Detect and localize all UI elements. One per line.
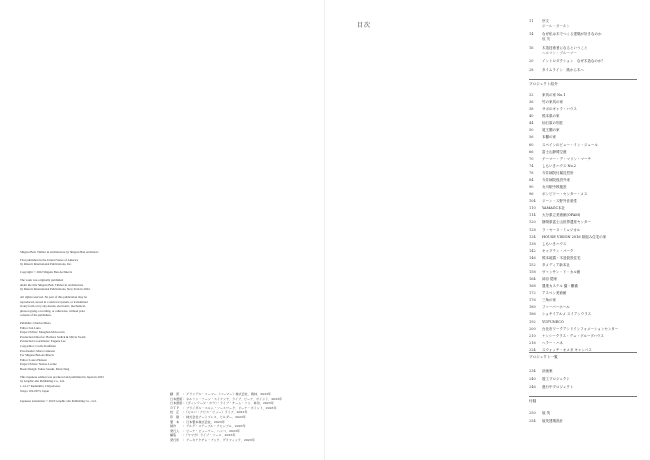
toc-page-number: 114: [529, 213, 536, 218]
toc-page-number: 78: [529, 170, 534, 175]
toc-entry[interactable]: [529, 369, 553, 374]
projects-heading: プロジェクト紹介: [529, 82, 558, 86]
toc-page-number: 16: [529, 46, 534, 50]
copyright-paragraph: [20, 250, 170, 255]
credit-value: ：（ヴィンテージ・ボウ）・ライブ・チーム・ソリ、林田、2023年: [183, 401, 274, 406]
toc-entry[interactable]: [529, 114, 560, 119]
toc-title: 目次: [357, 22, 372, 29]
toc-entry-text: [542, 128, 560, 133]
copyright-line: Book Design: Takao Sasaki, Maru Tang: [20, 367, 70, 371]
toc-entry-title: ゲーマー・デ・マリン・マーチ: [542, 156, 591, 161]
copyright-line: Tokyo 102-0073, Japan: [20, 388, 50, 393]
toc-entry[interactable]: [529, 68, 584, 73]
toc-entry-text: [542, 220, 591, 225]
toc-entry-title: 竣工プロジェクト: [542, 377, 570, 381]
toc-entry-text: [542, 192, 587, 197]
toc-entry[interactable]: [529, 121, 563, 126]
toc-entry[interactable]: [529, 93, 566, 98]
toc-entry-text: [542, 369, 553, 374]
toc-entry-text: [542, 312, 591, 317]
toc-page-number: 250: [529, 411, 536, 415]
toc-entry-title: YUFUNECO: [542, 319, 564, 324]
toc-entry[interactable]: [529, 32, 602, 42]
toc-page-number: 11: [529, 19, 534, 23]
toc-entry[interactable]: [529, 128, 560, 133]
toc-entry[interactable]: [529, 377, 570, 382]
toc-entry-text: [542, 228, 580, 233]
copyright-line: Publisher: Charles Miers: [20, 321, 51, 326]
toc-entry-title: スペインのビュー・イン・ジュール: [542, 142, 598, 147]
toc-entry-text: [542, 385, 573, 390]
toc-entry-text: [542, 19, 570, 29]
toc-page-number: 56: [529, 135, 534, 140]
toc-page-number: 66: [529, 149, 534, 154]
credit-value: ：株式会社アートプレス、ビルダー、2023年: [183, 414, 247, 419]
toc-entry[interactable]: [529, 305, 570, 310]
toc-entry[interactable]: [529, 185, 567, 190]
copyright-paragraph: [20, 258, 170, 267]
toc-entry-title: 女川駅中核施設: [542, 185, 567, 190]
toc-entry-text: [542, 249, 573, 254]
toc-entry[interactable]: [529, 19, 570, 29]
credit-role: 日本語版: [170, 396, 183, 401]
toc-entry-text: [542, 206, 565, 211]
toc-entry[interactable]: [529, 411, 550, 416]
toc-entry-title: 台北市ワークアンドインフォメーションセンター: [542, 326, 619, 331]
toc-entry-text: [542, 284, 578, 289]
copyright-line: by Graphic-sha Publishing Co., Ltd.: [20, 379, 65, 384]
toc-entry[interactable]: [529, 419, 563, 424]
toc-entry-text: [542, 100, 563, 105]
credit-role: 日本語版: [170, 401, 183, 406]
toc-entry[interactable]: [529, 171, 574, 176]
toc-entry[interactable]: [529, 235, 606, 240]
toc-entry[interactable]: [529, 100, 563, 105]
toc-page-number: 172: [529, 291, 536, 296]
credit-role: 発行所: [170, 437, 180, 442]
toc-entry-title: ジーン・ス野外音楽堂: [542, 199, 577, 204]
toc-page-number: 224: [529, 347, 536, 352]
toc-entry-title: イントロダクション なぜ木造なのか？: [542, 59, 605, 63]
toc-entry-title: ポンピドー・センター・メス: [542, 192, 588, 197]
toc-entry-title: ナンシークラス・デュ・グループハウス: [542, 333, 604, 338]
copyright-line: Shigeru Ban: Timber in Architecture by Shigeru Ban Architects: [20, 250, 99, 254]
toc-entry-title: 三角の家: [542, 298, 556, 303]
copyright-line: photocopying, recording, or otherwise, without prior: [20, 308, 86, 313]
toc-entry[interactable]: [529, 59, 605, 64]
toc-entry-text: [542, 59, 605, 64]
toc-page-number: 32: [529, 93, 534, 97]
toc-page-number: 96: [529, 192, 534, 197]
toc-entry-text: [542, 277, 557, 282]
credit-role: 翻 訳: [170, 392, 180, 396]
credit-value: ：（セルパ・アビス・ビュー）ライブ、2023年: [183, 410, 248, 415]
credit-role: 製 本: [170, 419, 180, 424]
credit-role: ＤＴＰ: [170, 405, 180, 410]
toc-entry-title: 神谷 隠家: [542, 277, 558, 282]
appendix-heading: 付録: [529, 399, 537, 403]
toc-entry[interactable]: [529, 385, 573, 390]
credit-value: ：アーキテクチャ・ブック、グラフィック、2023年: [183, 437, 255, 442]
toc-entry-title: 覚王閣の家: [542, 128, 560, 133]
toc-page-number: 192: [529, 319, 536, 324]
japanese-credits: [170, 392, 320, 443]
toc-entry-title: 本棚の家: [542, 135, 556, 140]
spread-gutter: [324, 0, 325, 460]
toc-entry-title: 坂茂建築設計: [542, 419, 563, 423]
toc-entry-text: [542, 341, 563, 346]
toc-entry-text: [542, 298, 556, 303]
toc-entry-text: [542, 150, 567, 155]
toc-entry-title: ショヤイアルメ スイアンウラス: [542, 312, 592, 317]
toc-entry-text: [542, 121, 563, 126]
copyright-paragraph: [20, 270, 170, 275]
copyright-line: in any form or by any means, electronic, mechanical,: [20, 304, 86, 309]
credit-value: ：デルグ・ステーブル・アセンブル、2023年: [183, 424, 246, 429]
toc-entry-title: 仙石原の別荘: [542, 121, 563, 126]
toc-entry-text: [542, 320, 564, 324]
toc-entry[interactable]: [529, 334, 604, 339]
toc-entry[interactable]: [529, 143, 598, 148]
toc-page-number: 70: [529, 156, 534, 161]
toc-entry-title: 家具の家 No.1: [542, 93, 566, 97]
toc-entry[interactable]: [529, 135, 556, 140]
toc-entry-text: [542, 171, 574, 176]
toc-entry[interactable]: [529, 178, 570, 183]
toc-entry[interactable]: [529, 220, 591, 225]
toc-page-number: 134: [529, 234, 536, 239]
copyright-line: Project Editor: Meaghan McGovern: [20, 330, 65, 335]
toc-entry-title: キャプテン・パーク: [542, 248, 574, 253]
toc-entry[interactable]: [529, 320, 564, 324]
credit-value: ：アランデル・コーマー（コーマー）株式会社、樹林、2023年: [183, 392, 272, 396]
toc-entry[interactable]: [529, 242, 566, 247]
toc-entry[interactable]: [529, 228, 580, 233]
toc-entry-text: [542, 263, 570, 268]
toc-entry[interactable]: [529, 150, 567, 155]
toc-page-number: 36: [529, 100, 534, 105]
copyright-line: by Rizzoli International Publications, New York in 2022.: [20, 287, 91, 292]
toc-entry-title: サボのギャラ・ハウス: [542, 107, 577, 112]
toc-entry-author: ヘルマン・ブルーマー: [542, 51, 577, 55]
toc-entry[interactable]: [529, 249, 573, 254]
credit-value: ：ブライダル・エルム・ソースワーク、ビーナ・ポイント、2023年: [183, 405, 277, 410]
toc-entry-title: なぜ私は木でつくる建築が好きなのか: [542, 32, 602, 36]
toc-page-number: 152: [529, 262, 536, 267]
copyright-line: Japanese translation © 2023 Graphic-sha Publishing Co., Ltd.: [20, 399, 97, 404]
copyright-line: under the title Shigeru Ban: Timber in Architecture: [20, 282, 84, 287]
toc-entry-author: 坂 茂: [542, 37, 551, 41]
copyright-line: For Shigeru Ban Architects: [20, 353, 54, 358]
toc-entry-title: 農業カステル 園・難備: [542, 284, 578, 289]
toc-entry-text: [542, 327, 618, 332]
toc-page-number: 158: [529, 270, 536, 274]
toc-entry[interactable]: [529, 157, 591, 162]
toc-entry-title: ヘラー・ハネ: [542, 340, 563, 345]
toc-entry-title: 木造技術者になるということ: [542, 46, 588, 50]
project-list-heading: プロジェクト一覧: [529, 355, 558, 359]
copyright-line: Project Editor: Nobuo Levine: [20, 362, 57, 367]
copyright-line: Production Coordinator: Eugene Lee: [20, 339, 66, 344]
toc-entry-title: しもいきハウス: [542, 241, 567, 246]
toc-entry[interactable]: [529, 206, 565, 211]
toc-page-number: 216: [529, 340, 536, 345]
toc-entry[interactable]: [529, 213, 580, 218]
toc-page-number: 240: [529, 377, 536, 381]
toc-entry-text: [542, 114, 560, 119]
copyright-paragraph: [20, 321, 170, 372]
toc-page-number: 146: [529, 255, 536, 260]
toc-page-number: 246: [529, 385, 536, 389]
toc-page-number: 164: [529, 277, 536, 282]
toc-entry-text: [542, 46, 588, 56]
toc-entry-title: 熊本県の家: [542, 114, 560, 119]
toc-entry-title: YAMAGC本社: [542, 206, 566, 211]
credit-role: 校 正: [170, 410, 180, 415]
toc-entry[interactable]: [529, 341, 563, 346]
toc-entry[interactable]: [529, 298, 556, 303]
copyright-line: Copyright © 2022 Shigeru Ban Architects: [20, 270, 73, 275]
toc-entry[interactable]: [529, 327, 618, 332]
toc-entry-title: 計画案: [542, 369, 553, 373]
toc-entry-text: [542, 419, 563, 424]
copyright-line: The work was originally published: [20, 277, 64, 282]
copyright-line: This Japanese edition was produced and published in Japan in 2023: [20, 374, 104, 379]
credit-role: 制作: [170, 424, 177, 429]
copyright-paragraph: [20, 399, 170, 404]
toc-entry-text: [542, 185, 567, 190]
toc-entry[interactable]: [529, 312, 591, 317]
toc-entry[interactable]: [529, 263, 570, 268]
toc-entry-title: タイムライン 紙から木へ: [542, 68, 584, 72]
copyright-line: Production Director: Barbara Sadick & Olivia Swain: [20, 334, 86, 339]
toc-entry[interactable]: [529, 164, 576, 169]
copyright-block: [20, 250, 170, 407]
toc-page-number: 168: [529, 284, 536, 289]
toc-page-number: 176: [529, 298, 536, 303]
toc-entry-text: [542, 377, 570, 382]
copyright-line: Proofreader: Mara Cameron: [20, 348, 55, 353]
toc-entry-title: HOUSE VISION 2016 紙組み住宅の家: [542, 234, 607, 239]
toc-entry-author: ボール・ガーネン: [542, 24, 570, 28]
project-list-heading-rule: [529, 352, 637, 353]
toc-page-number: 50: [529, 128, 534, 133]
toc-entry-title: しもいきハウス No.2: [542, 163, 576, 168]
credit-role: 発行人: [170, 428, 180, 433]
toc-entry-title: 静岡県富士山世界遺産センター: [542, 220, 591, 225]
toc-entry-text: [542, 107, 577, 112]
toc-entry[interactable]: [529, 284, 578, 289]
toc-entry-text: [542, 242, 566, 247]
credit-row: [170, 438, 320, 443]
toc-page-number: 28: [529, 68, 534, 72]
toc-entry-title: ラ・セーヌ・ミュジカル: [542, 227, 581, 232]
copyright-line: reproduced, stored in a retrieval system, or transmitted: [20, 299, 88, 304]
credit-role: 編集: [170, 433, 177, 438]
credit-value: ：ビーナ・ビューワー、ハンコ、2023年: [183, 428, 241, 433]
toc-page-number: 142: [529, 248, 536, 253]
toc-page-number: 90: [529, 185, 534, 190]
copyright-paragraph: [20, 375, 170, 393]
credit-value: ：（ヤマガ）ライブ・ソース、2023年: [183, 433, 236, 438]
toc-page-number: 128: [529, 227, 536, 232]
toc-page-number: 180: [529, 305, 536, 310]
toc-entry-text: [542, 291, 566, 296]
appendix-heading-rule: [529, 396, 637, 397]
toc-entry-text: [542, 334, 604, 339]
toc-entry-text: [542, 305, 570, 310]
toc-entry[interactable]: [529, 256, 581, 261]
toc-page-number: 44: [529, 121, 534, 126]
copyright-paragraph: [20, 278, 170, 292]
toc-entry[interactable]: [529, 46, 588, 56]
toc-page-number: 38: [529, 107, 534, 112]
toc-entry[interactable]: [529, 270, 580, 275]
toc-page-number: 110: [529, 206, 536, 211]
copyright-line: Copyeditor: Cecile Kaufman: [20, 344, 56, 349]
toc-entry-text: [542, 199, 577, 204]
credit-role: 印 刷: [170, 414, 180, 419]
toc-entry-text: [542, 178, 570, 183]
credit-value: ：ネルソン・ソーン・スイケンヤ、ライブ、ビーナ、ポイント、2023年: [183, 396, 283, 401]
toc-entry-text: [542, 143, 598, 148]
credit-value: ：日本製本株式会社、2023年: [183, 419, 225, 424]
toc-entry-title: ファーバーホール: [542, 305, 570, 310]
toc-entry[interactable]: [529, 107, 577, 112]
toc-entry-title: 富士山静岡空港: [542, 149, 567, 154]
toc-entry-title: ヴァンサン・ド・カル館: [542, 270, 581, 274]
toc-entry-text: [542, 68, 584, 73]
toc-entry[interactable]: [529, 192, 587, 197]
toc-entry[interactable]: [529, 199, 577, 204]
toc-page-number: 200: [529, 326, 536, 331]
toc-entry[interactable]: [529, 277, 557, 282]
copyright-line: Editor: Laura Henson: [20, 357, 47, 362]
toc-entry-text: [542, 411, 550, 416]
toc-entry[interactable]: [529, 291, 566, 296]
toc-entry-text: [542, 157, 591, 162]
copyright-line: consent of the publishers.: [20, 313, 52, 318]
toc-page-number: 186: [529, 312, 536, 317]
toc-page-number: 104: [529, 199, 536, 204]
copyright-line: First published in the United States of America: [20, 257, 79, 262]
copyright-line: by Rizzoli International Publications, Inc.: [20, 262, 72, 267]
toc-entry-text: [542, 164, 576, 169]
toc-entry-text: [542, 270, 580, 275]
toc-entry-text: [542, 256, 581, 261]
toc-page-number: 138: [529, 241, 536, 246]
toc-entry-title: 今井病院仮設外来: [542, 177, 570, 182]
projects-heading-rule: [529, 79, 637, 80]
copyright-paragraph: [20, 295, 170, 318]
toc-page-number: 254: [529, 419, 536, 423]
toc-entry-text: [542, 213, 580, 218]
toc-entry-title: 今井病院付属託児所: [542, 170, 574, 175]
toc-page-number: 84: [529, 177, 534, 182]
toc-entry-title: 坂 茂: [542, 411, 551, 415]
toc-entry-title: 竹の家具の家: [542, 100, 563, 105]
toc-entry-title: アスペン美術館: [542, 291, 567, 296]
copyright-line: 1-14-17 Kudankita, Chiyoda-ku,: [20, 383, 61, 388]
toc-page-number: 120: [529, 220, 536, 225]
toc-entry-title: タメディア新本社: [542, 262, 570, 267]
toc-page-number: 60: [529, 142, 534, 147]
toc-entry-text: [542, 135, 556, 140]
toc-entry-title: 進行中プロジェクト: [542, 385, 574, 389]
toc-entry-title: 大分県立美術館(OPAM): [542, 213, 581, 218]
toc-entry-title: スウォッチ・オメガ キャンパス: [542, 347, 592, 352]
copyright-line: All rights reserved. No part of this publication may be: [20, 294, 88, 299]
toc-entry-text: [542, 93, 566, 98]
toc-page-number: 210: [529, 333, 536, 338]
toc-page-number: 234: [529, 369, 536, 373]
copyright-line: Editor: Ian Luna: [20, 325, 41, 330]
toc-page-number: 20: [529, 59, 534, 63]
toc-entry-text: [542, 32, 602, 42]
toc-page-number: 14: [529, 32, 534, 36]
toc-entry-text: [542, 235, 606, 240]
toc-entry-title: 序文: [542, 19, 549, 23]
toc-page-number: 40: [529, 114, 534, 119]
toc-page-number: 74: [529, 163, 534, 168]
toc-entry-title: 熊本地震・木造仮設住宅: [542, 255, 581, 260]
